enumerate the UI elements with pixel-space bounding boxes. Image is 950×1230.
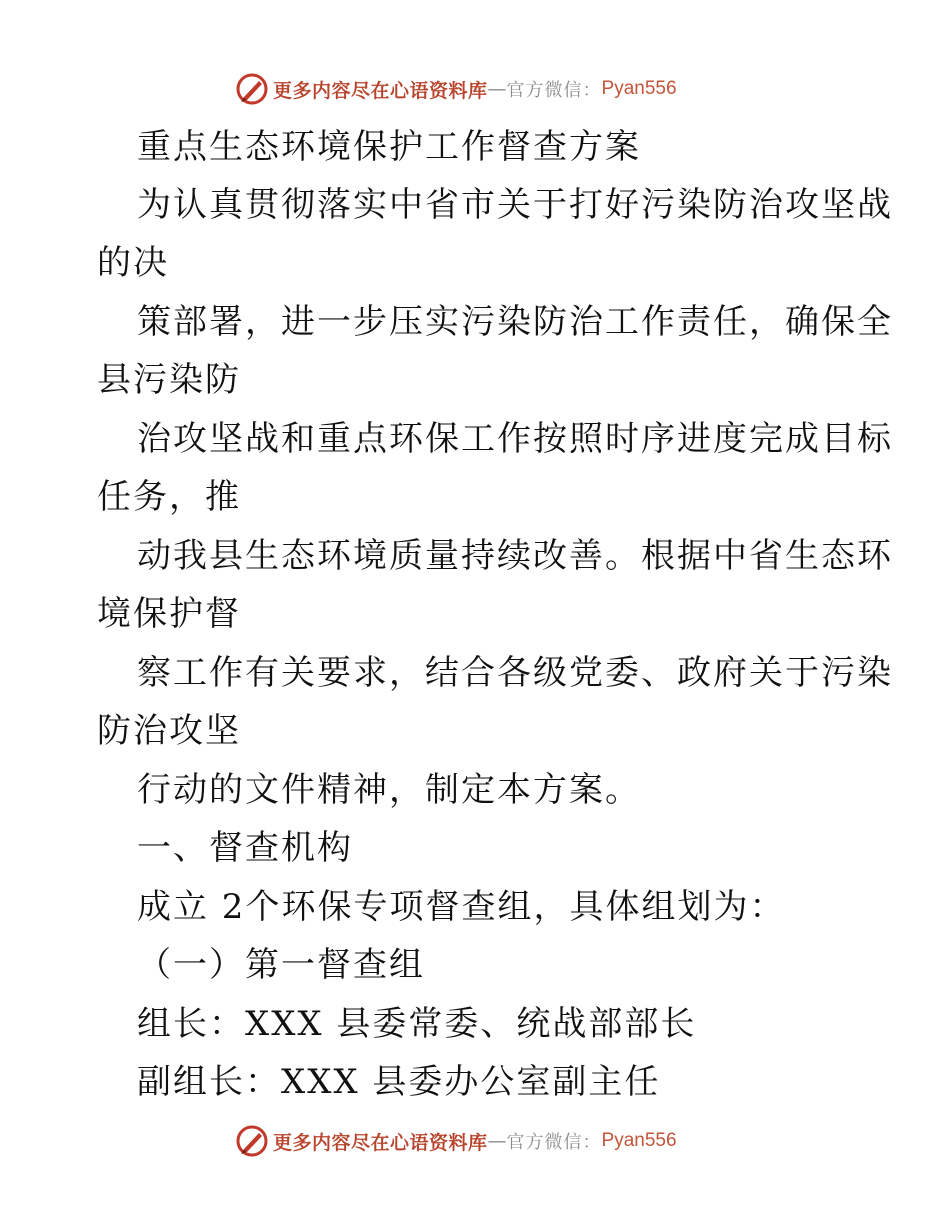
header-banner — [235, 72, 677, 106]
banner-main-text: 更多内容尽在心语资料库 — [273, 79, 488, 102]
body-line: 组长：XXX 县委常委、统战部部长 — [137, 1004, 697, 1044]
section-heading: 一、督查机构 — [137, 828, 353, 868]
body-line: 治攻坚战和重点环保工作按照时序进度完成目标 — [137, 419, 893, 459]
body-line: 境保护督 — [97, 594, 241, 634]
body-line: 防治攻坚 — [97, 711, 241, 751]
body-line: 动我县生态环境质量持续改善。根据中省生态环 — [137, 536, 893, 576]
pen-logo-icon — [235, 72, 269, 106]
body-line: 的决 — [97, 243, 169, 283]
body-line: 任务，推 — [97, 477, 241, 517]
body-line: 策部署，进一步压实污染防治工作责任，确保全 — [137, 302, 893, 342]
banner-wechat-id: Pyan556 — [601, 1130, 677, 1151]
banner-dash: — — [487, 1130, 507, 1152]
body-line: 成立 2个环保专项督查组，具体组划为： — [137, 887, 786, 927]
body-line: 察工作有关要求，结合各级党委、政府关于污染 — [137, 653, 893, 693]
pen-logo-icon — [235, 1124, 269, 1158]
banner-dash: — — [487, 78, 507, 100]
banner-wechat-label: 官方微信： — [506, 1132, 602, 1153]
subsection-heading: （一）第一督查组 — [137, 945, 425, 985]
banner-wechat-id: Pyan556 — [601, 78, 677, 99]
body-line: 行动的文件精神，制定本方案。 — [137, 770, 641, 810]
footer-banner — [235, 1124, 677, 1158]
body-line: 为认真贯彻落实中省市关于打好污染防治攻坚战 — [137, 185, 893, 225]
body-line: 副组长：XXX 县委办公室副主任 — [137, 1062, 661, 1102]
document-title: 重点生态环境保护工作督查方案 — [137, 127, 641, 167]
body-line: 县污染防 — [97, 360, 241, 400]
banner-wechat-label: 官方微信： — [506, 80, 602, 101]
banner-main-text: 更多内容尽在心语资料库 — [273, 1131, 488, 1154]
